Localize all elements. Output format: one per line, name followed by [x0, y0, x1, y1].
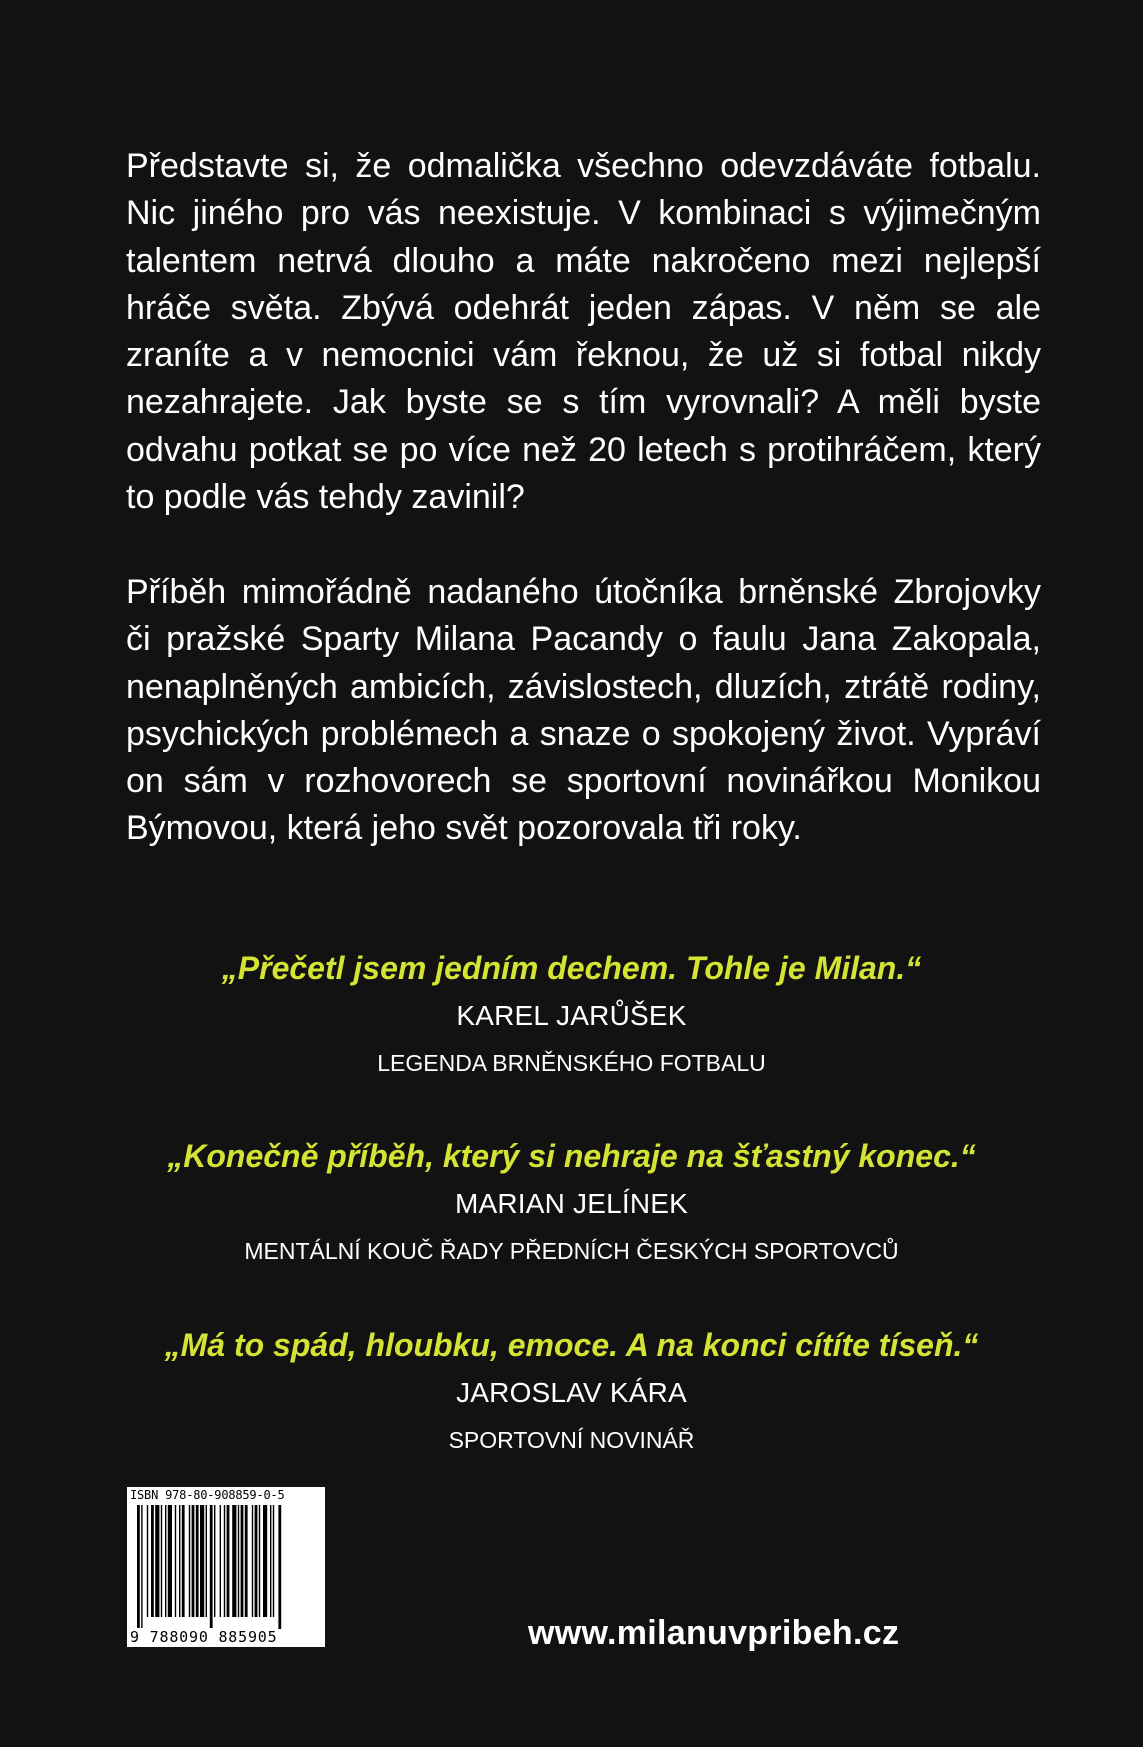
testimonial-role: MENTÁLNÍ KOUČ ŘADY PŘEDNÍCH ČESKÝCH SPORTOVCŮ	[244, 1238, 899, 1264]
testimonial-1	[0, 948, 1143, 1078]
barcode-bar	[141, 1505, 142, 1629]
barcode-bar	[165, 1505, 166, 1617]
barcode-bar	[175, 1505, 176, 1617]
testimonial-author: JAROSLAV KÁRA	[456, 1377, 687, 1408]
testimonial-author: KAREL JARŮŠEK	[456, 1000, 687, 1031]
testimonial-author: MARIAN JELÍNEK	[454, 1188, 689, 1219]
isbn-number: ISBN 978-80-908859-0-5	[130, 1488, 285, 1502]
ean-number: 9 788090 885905	[130, 1628, 278, 1646]
barcode-bars-icon	[127, 1505, 325, 1629]
barcode-bar	[147, 1505, 148, 1617]
blurb-paragraph-2: Příběh mimořádně nadaného útočníka brněnské Zbrojovky či pražské Sparty Milana Pacandy o faulu Jana Zakopala, nenaplněných ambicích, závislostech, dluzích, ztrátě rodiny, psychických problémech a snaze o spokojený život. Vypráví on sám v rozhovorech se sportovní novinářkou Monikou Býmovou, která jeho svět pozorovala tři roky.	[126, 573, 1041, 848]
testimonial-role: SPORTOVNÍ NOVINÁŘ	[448, 1427, 695, 1453]
barcode-bar	[252, 1505, 253, 1617]
website-url: www.milanuvpribeh.cz	[528, 1614, 900, 1652]
barcode-bar	[161, 1505, 162, 1617]
barcode-bar	[182, 1505, 185, 1617]
barcode-bar	[155, 1505, 159, 1617]
barcode-bar	[168, 1505, 172, 1617]
testimonial-quote: „Přečetl jsem jedním dechem. Tohle je Milan.“	[221, 950, 922, 986]
barcode-bar	[210, 1505, 213, 1629]
barcode-bar	[232, 1505, 236, 1617]
testimonial-2	[0, 1136, 1143, 1266]
barcode-bar	[238, 1505, 239, 1617]
barcode-bar	[192, 1505, 195, 1617]
barcode-bar	[206, 1505, 207, 1617]
barcode-bar	[263, 1505, 267, 1617]
isbn-barcode	[127, 1487, 325, 1647]
barcode-bar	[241, 1505, 244, 1617]
barcode-bar	[137, 1505, 140, 1629]
barcode-bar	[245, 1505, 248, 1617]
barcode-bar	[273, 1505, 274, 1617]
barcode-bar	[220, 1505, 221, 1617]
barcode-bar	[151, 1505, 154, 1617]
barcode-bar	[189, 1505, 190, 1617]
barcode-bar	[227, 1505, 230, 1617]
barcode-bar	[270, 1505, 271, 1617]
testimonial-3	[0, 1325, 1143, 1455]
barcode-bar	[200, 1505, 204, 1617]
testimonial-role: LEGENDA BRNĚNSKÉHO FOTBALU	[377, 1050, 766, 1076]
barcode-bar	[179, 1505, 180, 1617]
barcode-bar	[196, 1505, 199, 1617]
barcode-bar	[278, 1505, 281, 1629]
blurb-paragraph-1: Představte si, že odmalička všechno odevzdáváte fotbalu. Nic jiného pro vás neexistuje. V kombinaci s výjimečným talentem netrvá dlouho a máte nakročeno mezi nejlepší hráče světa. Zbývá odehrát jeden zápas. V něm se ale zraníte a v nemocnici vám řeknou, že už si fotbal nikdy nezahrajete. Jak byste se s tím vyrovnali? A měli byste odvahu potkat se po více než 20 letech s protihráčem, který to podle vás tehdy zavinil?	[126, 147, 1041, 517]
testimonial-quote: „Má to spád, hloubku, emoce. A na konci cítíte tíseň.“	[164, 1327, 979, 1363]
barcode-bar	[259, 1505, 260, 1617]
barcode-bar	[255, 1505, 258, 1617]
barcode-bar	[214, 1505, 215, 1617]
barcode-bar	[224, 1505, 225, 1617]
testimonial-quote: „Konečně příběh, který si nehraje na šťastný konec.“	[167, 1138, 976, 1174]
